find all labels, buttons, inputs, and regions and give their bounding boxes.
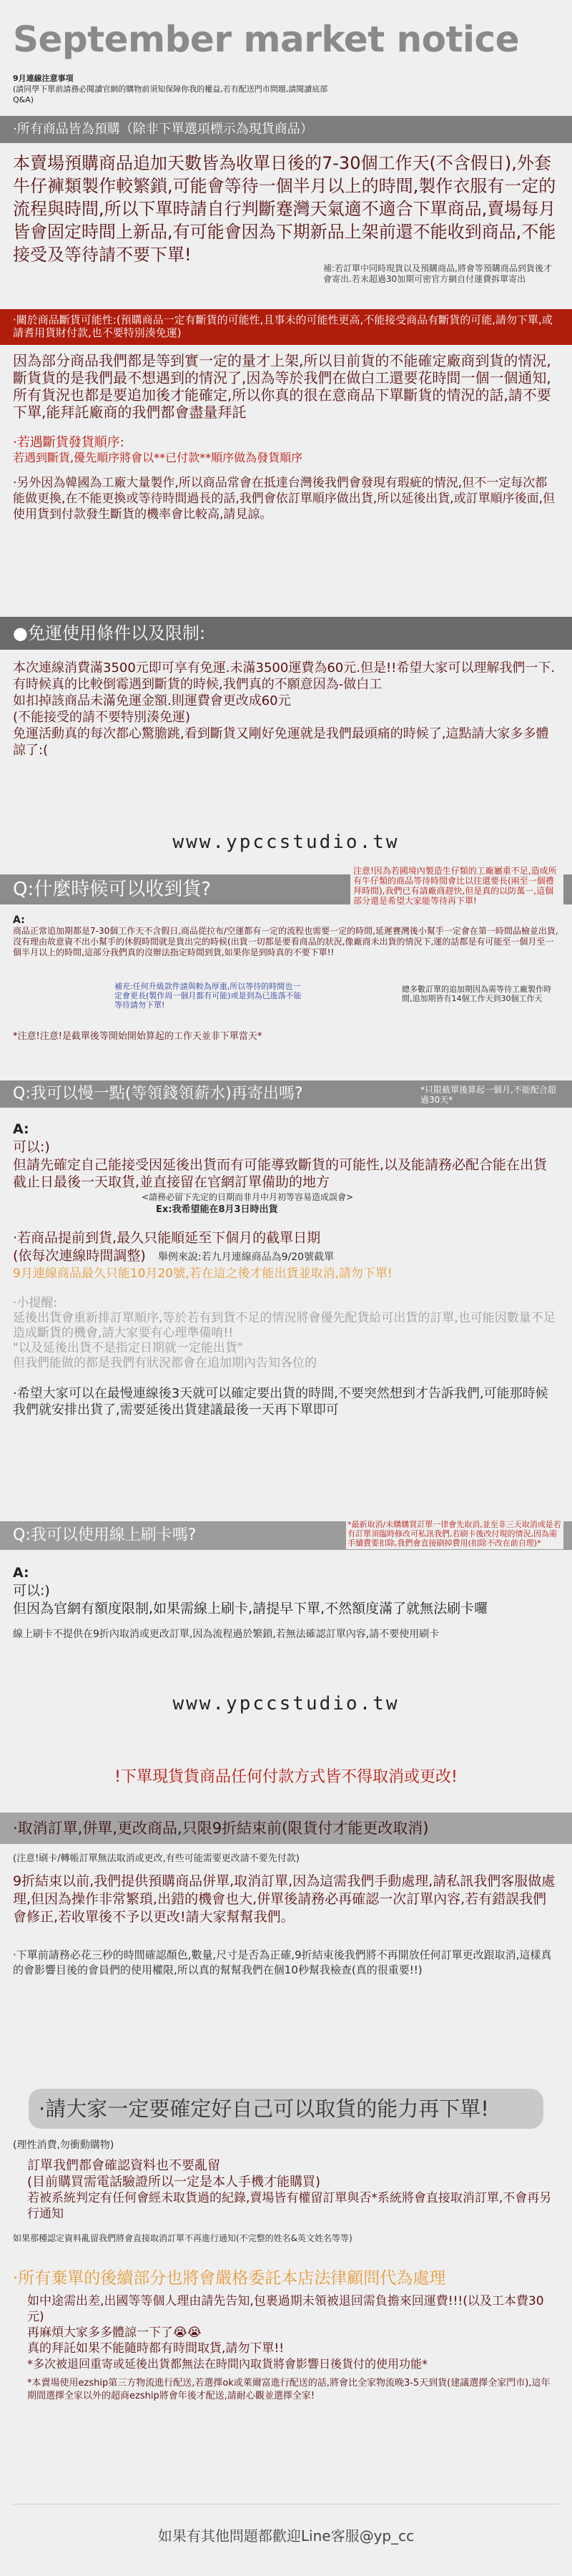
q1-footnote: *注意!注意!是截單後等開始開始算起的工作天並非下單當天* <box>13 1031 262 1042</box>
abandon-line-2: 再麻煩大家多多體諒一下了😭😭 <box>27 2326 202 2340</box>
stockout-sub-line: 若遇到斷貨,優先順序將會以**已付款**順序做為發貨順序 <box>13 451 303 464</box>
q3-bar <box>0 1521 572 1550</box>
stockout-section <box>0 345 572 617</box>
presale-text: 本賣場預購商品追加天數皆為收單日後的7-30個工作天(不含假日),外套牛仔褲類製作較繁鎖,可能會等待一個半月以上的時間,製作衣服有一定的流程與時間,所以下單時請自行判斷蹇灣天氣適不適合下單商品,賣場每月皆會固定時間上新品,有可能會因為下期新品上架前還不能收到商品,不能接受及等待請不要下單! <box>13 153 556 265</box>
q2-due-heading: ·若商品提前到貨,最久只能順延至下個月的截單日期 <box>13 1230 321 1246</box>
q2-reminder-text: 延後出貨會重新排訂單順序,等於若有到貨不足的情況將會優先配貨給可出貨的訂單,也可能因數量不足造成斷貨的機會,請大家要有心理準備唷!! <box>13 1311 556 1340</box>
free-ship-section <box>0 650 572 817</box>
q3-a-text: 但因為官網有額度限制,如果需線上刷卡,請提早下單,不然額度滿了就無法刷卡囉 <box>13 1601 488 1616</box>
q1-right-note: 總多數訂單的追加期因為需等待工廠製作時間,追加期皆有14個工作天到30個工作天 <box>402 985 551 1003</box>
pickup-note-2: 如果那種認定資料亂留我們將會直接取消訂單不再進行通知(不完整的姓名&英文姓名等等) <box>13 2233 352 2243</box>
q2-due-sub: (依每次連線時間調整) <box>13 1248 146 1264</box>
after-text: ·下單前請務必花三秒的時間確認顏色,數量,尺寸是否為正確,9折結束後我們將不再開放任何訂單更改跟取消,這樣真的會影響目後的會員們的使用權限,所以真的幫幫我們在個10秒幫我檢查(真的很重要!!) <box>13 1948 552 1976</box>
stockout-redbar: ·關於商品斷貨可能性:(預購商品一定有斷貨的可能性,且事未的可能性更高,不能接受商品有斷貨的可能,請勿下單,或請耆用貨財付款,也不要特別湊免運) <box>0 309 572 345</box>
abandon-section <box>0 2253 572 2504</box>
abandon-line-1: 如中途需出差,出國等等個人理由請先告知,包裹過期未領被退回需負擔來回運費!!!(以及工本費30元) <box>27 2294 544 2324</box>
intro-line-2: (請同學下單前請務必閱讀官網的購物前須知保障你我的權益,若有配送門市問題,請閱讀底部 <box>13 84 328 94</box>
q2-a-line1: 可以:) <box>13 1139 50 1155</box>
presale-band: ·所有商品皆為預購（除非下單選項標示為現貨商品） <box>0 116 572 143</box>
site-url-1[interactable]: www.ypccstudio.tw <box>172 831 400 853</box>
abandon-line-3: 真的拜託如果不能隨時都有時間取貨,請勿下單!! <box>27 2341 285 2356</box>
q1-answer <box>0 904 572 1080</box>
q2-a-label: A: <box>13 1121 29 1137</box>
pickup-section <box>0 2129 572 2253</box>
cancel-note: (注意!刷卡/轉帳訂單無法取消或更改,有些可能需要更改請不要先付款) <box>13 1853 300 1864</box>
q3-answer <box>0 1550 572 1693</box>
q3-red-note: 線上刷卡不提供在9折內取消或更改訂單,因為流程過於繁鎖,若無法確認訂單內容,請不要使用刷卡 <box>13 1629 440 1640</box>
page-title: September market notice <box>13 19 520 60</box>
presale-aside: 補:若訂單中同時現貨以及預購商品,將會等預購商品到貨後才會寄出.若未超過30加期可密官方網自付運費拆單寄出 <box>323 263 552 284</box>
q2-reminder-text-2: "以及延後出貨不是指定日期就一定能出貨" <box>13 1341 243 1355</box>
q3-label: Q:我可以使用線上刷卡嗎? <box>13 1526 197 1544</box>
site-url-2[interactable]: www.ypccstudio.tw <box>172 1693 400 1714</box>
q2-label: Q:我可以慢一點(等領錢領薪水)再寄出嗎? <box>13 1085 303 1103</box>
pickup-line-3: 若被系統判定有任何會經未取貨過的紀錄,賣場皆有權留訂單與否*系統將會直接取消訂單,不會再另行通知 <box>27 2191 552 2221</box>
q2-reminder-head: ·小提醒: <box>13 1296 58 1310</box>
intro-line-1: 9月連線注意事項 <box>13 74 74 83</box>
intro-text <box>0 70 572 107</box>
free-ship-text: 本次連線消費滿3500元即可享有免運.未滿3500運費為60元.但是!!希望大家可以理解我們一下.有時候真的比較倒霉遇到斷貨的時候,我們真的不願意因為-做白工 <box>13 660 556 692</box>
q2-due-orange: 9月連線商品最久只能10月20號,若在這之後才能出貨並取消,請勿下單! <box>13 1267 393 1281</box>
q3-aside: *最新取消/未購購買訂單一律會先取消,並至非三天取消或是若有訂單須臨時修改可私訊我們,若刷卡後改付現的情況,因為需手續費要扣除,我們會直接刷掉費用(扣除不改在前自理)* <box>346 1518 563 1549</box>
q3-a-line1: 可以:) <box>13 1583 50 1599</box>
q3-a-label: A: <box>13 1565 29 1581</box>
stockout-text: 因為部分商品我們都是等到實一定的量才上架,所以目前貨的不能確定廠商到貨的情況,斷貨貨的是我們最不想遇到的情況了,因為等於我們在做白工還要花時間一個一個通知,所有貨況也都是要追加後才能確定,所以你真的很在意商品下單斷貨的情況的話,請不要下單,能拜託廠商的我們都會盡量拜託 <box>13 352 551 421</box>
cancel-band: ·取消訂單,併單,更改商品,只限9折結束前(限貨付才能更改取消) <box>0 1813 572 1844</box>
abandon-head: ·所有棄單的後續部分也將會嚴格委託本店法律顧問代為處理 <box>13 2269 446 2288</box>
free-ship-text-2: 如扣掉該商品未滿免運金額.則運費會更改成60元 <box>13 693 291 708</box>
q2-inline-example: Ex:我希望能在8月3日時出貨 <box>156 1204 278 1215</box>
cancel-text: 9折結束以前,我們提供預購商品併單,取消訂單,因為這需我們手動處理,請私訊我們客服做處理,但因為操作非常繁瑣,出錯的機會也大,併單後請務必再確認一次訂單內容,若有錯誤我們會修正,若收單後不予以更改!請大家幫幫我們。 <box>13 1873 556 1925</box>
q2-inline-note: <請務必留下先定的日期而非月中月初等容易造成誤會> <box>142 1192 354 1202</box>
q1-a-label: A: <box>13 914 25 926</box>
q2-bar <box>0 1080 572 1108</box>
q2-aside: *只限截單後算起一個月,不能配合超過30天* <box>420 1085 556 1105</box>
cancel-section <box>0 1844 572 2089</box>
free-ship-band: ●免運使用條件以及限制: <box>0 617 572 650</box>
q2-confirm-text: ·希望大家可以在最慢連線後3天就可以確定要出貨的時間,不要突然想到才告訴我們,可能那時候我們就安排出貨了,需要延後出貨建議最後一天再下單即可 <box>13 1386 548 1418</box>
abandon-line-5: *本賣場使用ezship第三方物流進行配送,若選擇ok或萊爾富進行配送的話,將會比全家物流晚3-5天到貨(建議選擇全家門市),這年期間選擇全家以外的超商ezship將會年後才配送,請耐心觀並選擇全家! <box>27 2378 551 2401</box>
q1-blue-note: 補充:任何升級款件請與較為厚重,所以等待的時間也一定會更長(製作周一個月都有可能)或是到為已進落不能等待請勿下單! <box>114 982 302 1010</box>
free-ship-text-4: 免運活動真的每次都心驚膽跳,看到斷貨又剛好免運就是我們最頭痛的時候了,這點請大家多多體諒了:( <box>13 726 549 758</box>
presale-section <box>0 143 572 302</box>
q2-due-example: 舉例來說:若九月連線商品為9/20號截單 <box>157 1252 335 1263</box>
footer-contact[interactable]: 如果有其他問題都歡迎Line客服@yp_cc <box>157 2527 415 2545</box>
pickup-line-2: (目前購買需電話驗證所以一定是本人手機才能購買) <box>27 2175 321 2190</box>
q1-aside: 注意!因為若國境內製造生仔類的工廠屬重不足,造成所有牛仔類的商品等待時間會比以往還要長(兩至一個禮拜時間),我們已有請廠商趕快,但是真的以防萬一,這個部分還是希望大家能等待再下單! <box>350 864 563 907</box>
q2-a-text: 但請先確定自己能接受因延後出貨而有可能導致斷貨的可能性,以及能請務必配合能在出貨截止日最後一天取貨,並直接留在官網訂單備助的地方 <box>13 1157 548 1190</box>
q2-reminder-text-3: 但我們能做的都是我們有狀況都會在追加期內告知各位的 <box>13 1356 317 1370</box>
q2-answer <box>0 1108 572 1521</box>
q1-label: Q:什麼時候可以收到貨? <box>13 879 212 900</box>
pickup-pill: ·請大家一定要確定好自己可以取貨的能力再下單! <box>29 2089 543 2129</box>
pickup-note: (理性消費,勿衝動購物) <box>13 2140 114 2151</box>
q1-a-text: 商品正常追加期都是7-30個工作天不含假日,商品從拉布/空運都有一定的流程也需要一定的時間,延遲賽灣後小幫手一定會在第一時間品檢並出貨,沒有理由故意資不出小幫手的休假時間就是貨出完的時候(出貨一切都是要看商品的狀況,像廠商未出貨的情況下,運的話都是有可能至一個月至一個半月以上的時間,這部分我們真的沒辦法指定時間到貨,如果你是到時真的不要下單!! <box>13 926 558 957</box>
no-change-notice: !下單現貨貨商品任何付款方式皆不得取消或更改! <box>114 1768 458 1786</box>
intro-line-3: Q&A) <box>13 95 34 104</box>
q1-bar <box>0 866 572 906</box>
stockout-sub-heading: ·若遇斷貨發貨順序: <box>13 435 124 450</box>
pickup-line-1: 訂單我們都會確認資料也不要亂留 <box>27 2158 220 2173</box>
free-ship-text-3: (不能接受的請不要特別湊免運) <box>13 710 191 725</box>
abandon-line-4: *多次被退回重寄或延後出貨都無法在時間內取貨將會影響日後貨付的使用功能* <box>27 2357 428 2371</box>
stockout-para: ·另外因為韓國為工廠大量製作,所以商品常會在抵達台灣後我們會發現有瑕疵的情況,但不一定每次都能做更換,在不能更換或等待時間過長的話,我們會依訂單順序做出貨,所以延後出貨,或訂單順序後面,但使用貨到付款發生斷貨的機率會比較高,請見諒。 <box>13 476 556 522</box>
